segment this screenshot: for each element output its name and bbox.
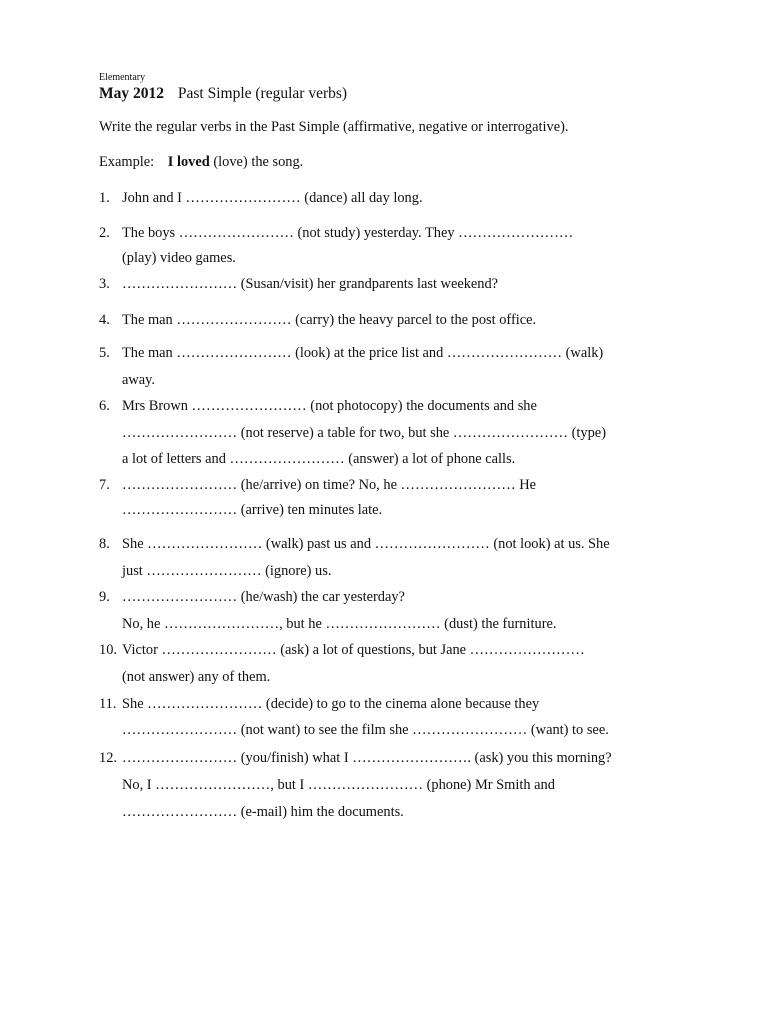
item-number: 8. (99, 536, 110, 552)
item-line: …………………… (Susan/visit) her grandparents last weekend? (122, 276, 499, 292)
item-line: The man …………………… (look) at the price list and …………………… (walk) (122, 345, 604, 361)
item-number: 4. (99, 312, 110, 328)
item-line: The man …………………… (carry) the heavy parcel to the post office. (122, 312, 537, 328)
item-line: (not answer) any of them. (122, 669, 271, 685)
example-rest: (love) the song. (213, 154, 304, 170)
item-line: …………………… (you/finish) what I ……………………. (ask) you this morning? (122, 750, 612, 766)
item-line: …………………… (not want) to see the film she …………………… (want) to see. (122, 722, 609, 738)
item-line: No, I ……………………, but I …………………… (phone) Mr Smith and (122, 777, 555, 793)
item-line: (play) video games. (122, 250, 236, 266)
item-line: just …………………… (ignore) us. (122, 563, 332, 579)
item-number: 6. (99, 398, 110, 414)
item-line: …………………… (arrive) ten minutes late. (122, 502, 383, 518)
item-line: away. (122, 372, 156, 388)
item-number: 2. (99, 225, 110, 241)
item-line: Mrs Brown …………………… (not photocopy) the documents and she (122, 398, 537, 414)
example-line (99, 154, 303, 171)
worksheet-title: Past Simple (regular verbs) (177, 85, 348, 102)
item-line: …………………… (he/arrive) on time? No, he …………………… He (122, 477, 537, 493)
item-line: The boys …………………… (not study) yesterday. They …………………… (122, 225, 574, 241)
item-number: 11. (99, 696, 117, 712)
item-line: She …………………… (decide) to go to the cinema alone because they (122, 696, 540, 712)
item-line: …………………… (not reserve) a table for two, but she …………………… (type) (122, 425, 606, 441)
example-answer: I loved (167, 154, 210, 170)
worksheet-header (99, 85, 347, 103)
item-number: 10. (99, 642, 117, 658)
item-line: No, he ……………………, but he …………………… (dust) the furniture. (122, 616, 557, 632)
item-line: She …………………… (walk) past us and …………………… (not look) at us. She (122, 536, 610, 552)
example-label: Example: (99, 154, 155, 170)
item-number: 12. (99, 750, 117, 766)
item-number: 3. (99, 276, 110, 292)
item-number: 9. (99, 589, 110, 605)
level-label: Elementary (99, 72, 146, 83)
item-number: 5. (99, 345, 110, 361)
item-line: …………………… (he/wash) the car yesterday? (122, 589, 405, 605)
item-line: a lot of letters and …………………… (answer) a lot of phone calls. (122, 451, 516, 467)
item-number: 7. (99, 477, 110, 493)
instruction-text: Write the regular verbs in the Past Simple (affirmative, negative or interrogative). (99, 119, 569, 135)
worksheet-date: May 2012 (99, 85, 165, 102)
item-line: Victor …………………… (ask) a lot of questions, but Jane …………………… (122, 642, 585, 658)
item-line: …………………… (e-mail) him the documents. (122, 804, 404, 820)
item-number: 1. (99, 190, 110, 206)
item-line: John and I …………………… (dance) all day long. (122, 190, 423, 206)
